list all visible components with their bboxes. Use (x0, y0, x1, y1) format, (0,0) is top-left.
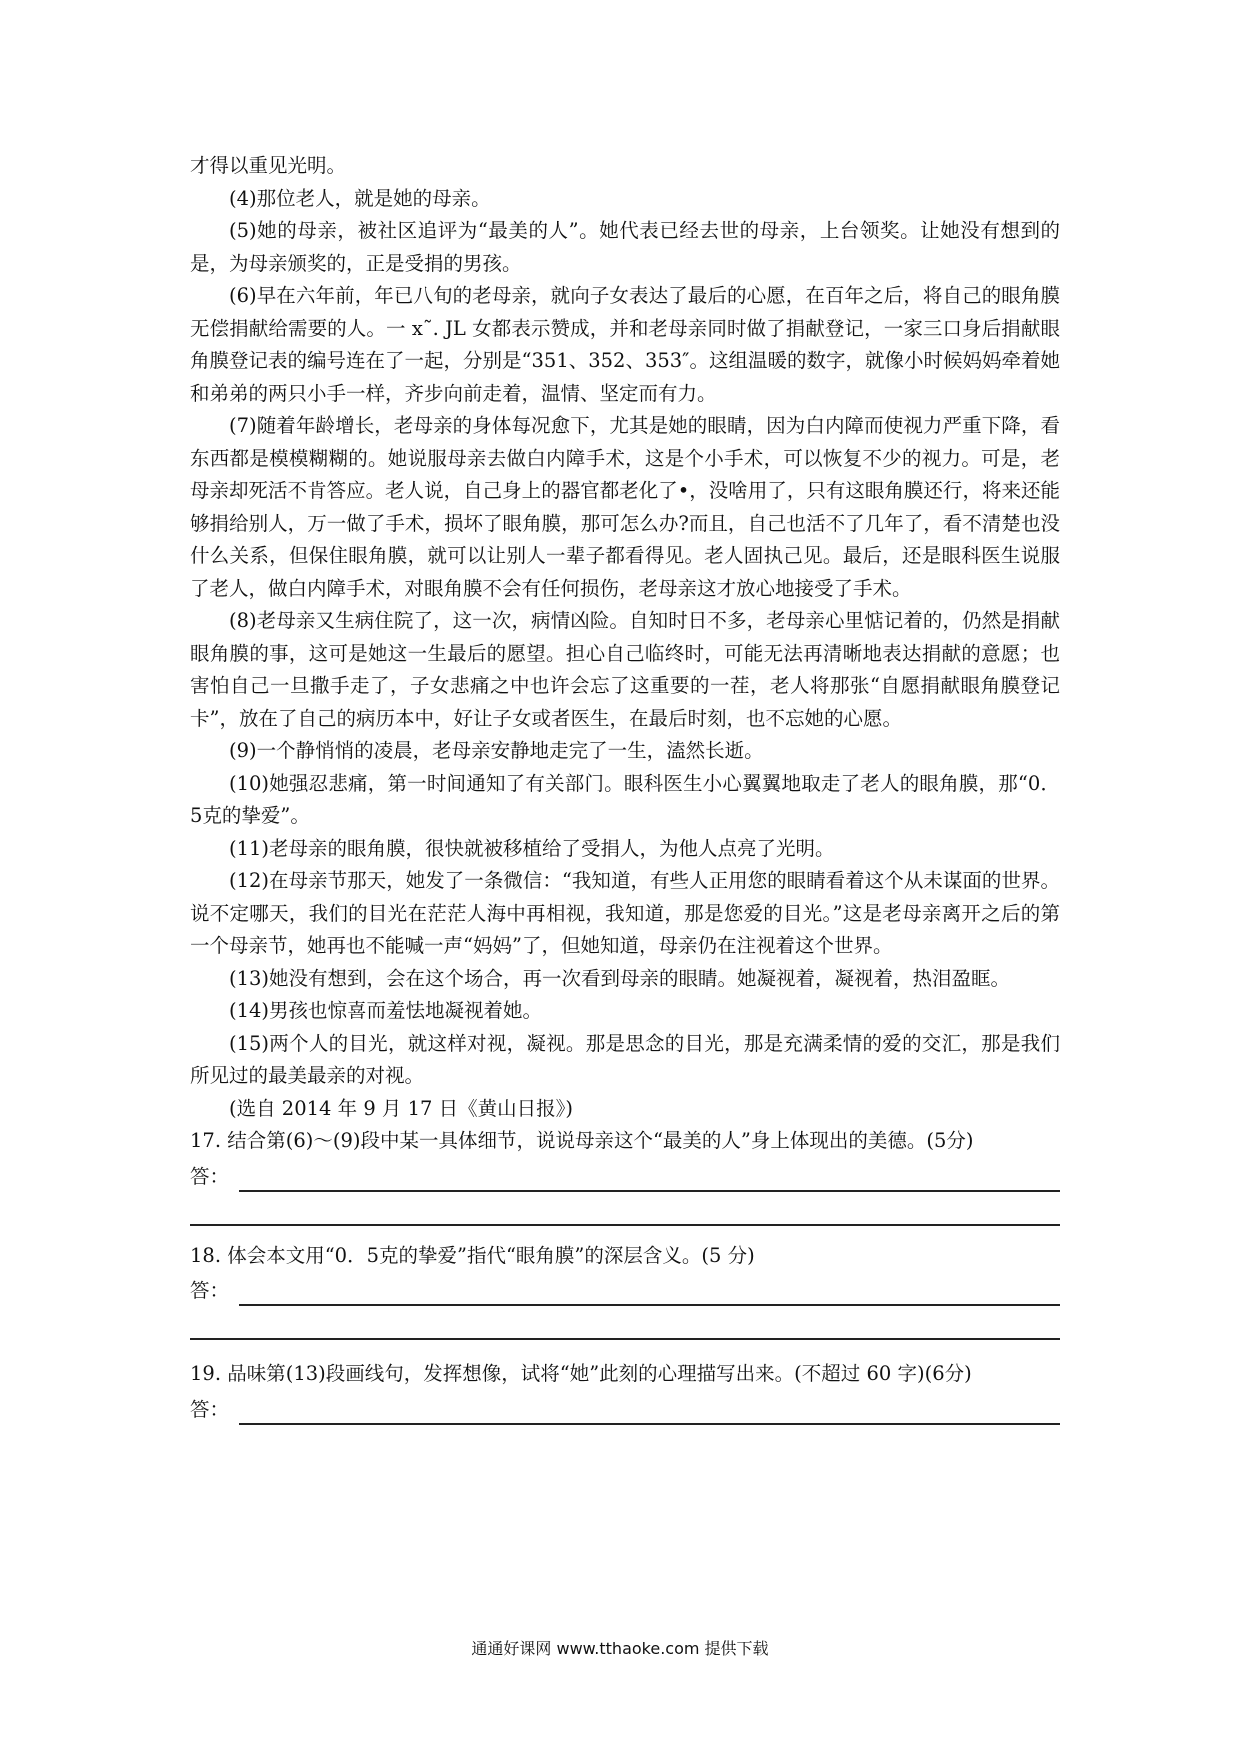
answer-row-continued (190, 1192, 1060, 1226)
answer-label: 答： (190, 1164, 230, 1188)
answer-row (190, 1272, 1060, 1306)
answer-line[interactable] (190, 1312, 1060, 1340)
question-text: 18. 体会本文用“0．5克的挚爱”指代“眼角膜”的深层含义。(5 分) (190, 1243, 755, 1267)
answer-label: 答： (190, 1279, 230, 1302)
paragraph-13: (13)她没有想到，会在这个场合，再一次看到母亲的眼睛。她凝视着，凝视着，热泪盈眶。 (229, 966, 1011, 990)
paragraph-8: (8)老母亲又生病住院了，这一次，病情凶险。自知时日不多，老母亲心里惦记着的，仍然是捐献眼角膜的事，这可是她这一生最后的愿望。担心自己临终时，可能无法再清晰地表达捐献的意愿；也害怕自己一旦撒手走了，子女悲痛之中也许会忘了这重要的一茬，老人将那张“自愿捐献眼角膜登记卡”，放在了自己的病历本中，好让子女或者医生，在最后时刻，也不忘她的心愿。 (190, 609, 1060, 730)
article-body (190, 150, 1060, 1425)
answer-row (190, 1391, 1060, 1425)
paragraph-15: (15)两个人的目光，就这样对视，凝视。那是思念的目光，那是充满柔情的爱的交汇，那是我们所见过的最美最亲的对视。 (190, 1031, 1060, 1087)
page-footer: 通通好课网 www.tthaoke.com 提供下载 (471, 1639, 769, 1658)
question-17 (190, 1125, 1060, 1226)
answer-label: 答： (190, 1397, 230, 1421)
paragraph-continued: 才得以重见光明。 (190, 154, 347, 177)
answer-line[interactable] (239, 1166, 1060, 1192)
question-text: 19. 品味第(13)段画线句，发挥想像，试将“她”此刻的心理描写出来。(不超过 60 字)(6分) (190, 1362, 972, 1385)
article-source: (选自 2014 年 9 月 17 日《黄山日报》) (229, 1096, 574, 1120)
paragraph-9: (9)一个静悄悄的凌晨，老母亲安静地走完了一生，溘然长逝。 (229, 739, 764, 762)
paragraph-11: (11)老母亲的眼角膜，很快就被移植给了受捐人，为他人点亮了光明。 (229, 836, 835, 860)
paragraph-14: (14)男孩也惊喜而羞怯地凝视着她。 (229, 999, 543, 1022)
answer-row (190, 1158, 1060, 1192)
answer-row-continued (190, 1306, 1060, 1340)
question-19 (190, 1358, 1060, 1425)
answer-line[interactable] (239, 1280, 1060, 1306)
paragraph-7: (7)随着年龄增长，老母亲的身体每况愈下，尤其是她的眼睛，因为白内障而使视力严重下降，看东西都是模模糊糊的。她说服母亲去做白内障手术，这是个小手术，可以恢复不少的视力。可是，老母亲却死活不肯答应。老人说，自己身上的器官都老化了•，没啥用了，只有这眼角膜还行，将来还能够捐给别人，万一做了手术，损坏了眼角膜，那可怎么办?而且，自己也活不了几年了，看不清楚也没什么关系，但保住眼角膜，就可以让别人一辈子都看得见。老人固执己见。最后，还是眼科医生说服了老人，做白内障手术，对眼角膜不会有任何损伤，老母亲这才放心地接受了手术。 (190, 414, 1060, 600)
paragraph-6: (6)早在六年前，年已八旬的老母亲，就向子女表达了最后的心愿，在百年之后，将自己的眼角膜无偿捐献给需要的人。一 x˜. JL 女都表示赞成，并和老母亲同时做了捐献登记，一家三口身后捐献眼角膜登记表的编号连在了一起，分别是“351、352、353″。这组温暖的数字，就像小时候妈妈牵着她和弟弟的两只小手一样，齐步向前走着，温情、坚定而有力。 (190, 284, 1060, 405)
paragraph-4: (4)那位老人，就是她的母亲。 (229, 186, 491, 210)
answer-line[interactable] (239, 1399, 1060, 1425)
paragraph-5: (5)她的母亲，被社区追评为“最美的人”。她代表已经去世的母亲，上台领奖。让她没有想到的是，为母亲颁奖的，正是受捐的男孩。 (190, 219, 1060, 275)
paragraph-10: (10)她强忍悲痛，第一时间通知了有关部门。眼科医生小心翼翼地取走了老人的眼角膜，那“0．5克的挚爱”。 (190, 771, 1060, 827)
answer-line[interactable] (190, 1198, 1060, 1226)
question-text: 17. 结合第(6)～(9)段中某一具体细节，说说母亲这个“最美的人”身上体现出的美德。(5分) (190, 1129, 974, 1152)
question-18 (190, 1240, 1060, 1341)
paragraph-12: (12)在母亲节那天，她发了一条微信：“我知道，有些人正用您的眼睛看着这个从未谋面的世界。说不定哪天，我们的目光在茫茫人海中再相视，我知道，那是您爱的目光。”这是老母亲离开之后的第一个母亲节，她再也不能喊一声“妈妈”了，但她知道，母亲仍在注视着这个世界。 (190, 869, 1060, 957)
